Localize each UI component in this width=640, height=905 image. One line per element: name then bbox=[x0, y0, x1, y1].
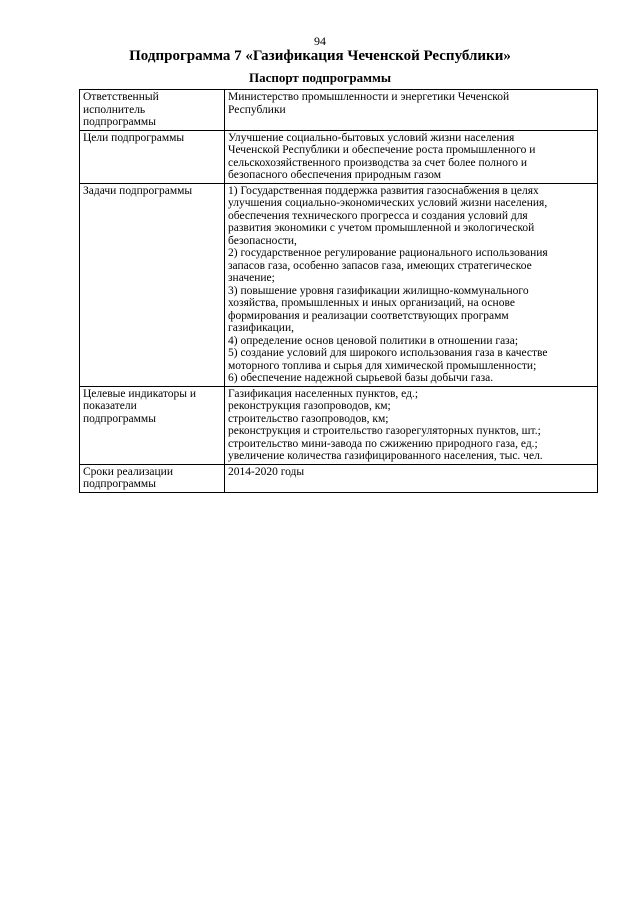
row-value-cell bbox=[225, 90, 598, 131]
passport-table-body bbox=[80, 90, 598, 493]
row-value-line: запасов газа, особенно запасов газа, имеющих стратегическое bbox=[228, 259, 532, 272]
row-label-cell bbox=[80, 464, 225, 492]
row-value-line: развития экономики с учетом промышленной и экологической bbox=[228, 222, 535, 234]
row-label-line: Ответственный bbox=[83, 91, 159, 103]
row-value-line: моторного топлива и сырья для химической промышленности; bbox=[228, 359, 537, 372]
row-value-line: газификации, bbox=[228, 322, 294, 334]
row-value-line: увеличение количества газифицированного населения, тыс. чел. bbox=[228, 450, 543, 462]
row-label-line: Задачи подпрограммы bbox=[83, 184, 193, 197]
row-label-line: исполнитель bbox=[83, 103, 146, 116]
row-value-line: 1) Государственная поддержка развития газоснабжения в целях bbox=[228, 184, 539, 197]
row-value-line: безопасности, bbox=[228, 234, 297, 247]
row-label-cell bbox=[80, 90, 225, 131]
row-value-line: строительство газопроводов, км; bbox=[228, 412, 389, 425]
row-value-line: реконструкция газопроводов, км; bbox=[228, 400, 391, 412]
passport-table bbox=[79, 89, 598, 493]
row-value-line: безопасного обеспечения природным газом bbox=[228, 169, 441, 181]
table-row bbox=[80, 183, 598, 386]
row-label-line: Сроки реализации bbox=[83, 465, 173, 478]
row-value-line: формирования и реализации соответствующих программ bbox=[228, 309, 509, 322]
row-value-line: Чеченской Республики и обеспечение роста промышленного и bbox=[228, 144, 536, 156]
row-value-line: улучшения социально-экономических условий жизни населения, bbox=[228, 197, 548, 209]
row-value-line: хозяйства, промышленных и иных организаций, на основе bbox=[228, 297, 515, 309]
row-value-line: сельскохозяйственного производства за счет более полного и bbox=[228, 156, 528, 169]
row-value-line: строительство мини-завода по сжижению природного газа, ед.; bbox=[228, 437, 538, 450]
row-label-cell bbox=[80, 130, 225, 183]
row-label-line: Цели подпрограммы bbox=[83, 131, 185, 144]
row-label-line: подпрограммы bbox=[83, 116, 156, 128]
row-value-cell bbox=[225, 386, 598, 464]
row-value-cell bbox=[225, 130, 598, 183]
row-value-line: 5) создание условий для широкого использования газа в качестве bbox=[228, 347, 548, 359]
row-value-line: Республики bbox=[228, 103, 286, 116]
row-value-line: обеспечения технического прогресса и создания условий для bbox=[228, 209, 528, 222]
row-label-line: подпрограммы bbox=[83, 412, 156, 425]
page-subtitle: Паспорт подпрограммы bbox=[249, 70, 391, 85]
row-value-cell bbox=[225, 183, 598, 386]
row-label-line: подпрограммы bbox=[83, 478, 156, 490]
row-label-line: Целевые индикаторы и bbox=[83, 387, 197, 400]
row-value-line: Улучшение социально-бытовых условий жизни населения bbox=[228, 131, 515, 144]
row-value-line: 4) определение основ ценовой политики в отношении газа; bbox=[228, 334, 519, 347]
table-row bbox=[80, 386, 598, 464]
row-value-line: 3) повышение уровня газификации жилищно-коммунального bbox=[228, 284, 529, 297]
row-value-line: значение; bbox=[228, 272, 275, 284]
row-value-line: реконструкция и строительство газорегуляторных пунктов, шт.; bbox=[228, 425, 541, 437]
row-value-line: Газификация населенных пунктов, ед.; bbox=[228, 387, 419, 400]
row-label-cell bbox=[80, 183, 225, 386]
row-value-line: Министерство промышленности и энергетики Чеченской bbox=[228, 91, 510, 103]
page-number: 94 bbox=[314, 34, 326, 48]
row-value-line: 2014-2020 годы bbox=[228, 465, 305, 478]
row-label-cell bbox=[80, 386, 225, 464]
page-title: Подпрограмма 7 «Газификация Чеченской Республики» bbox=[129, 48, 511, 64]
table-row bbox=[80, 130, 598, 183]
row-value-line: 6) обеспечение надежной сырьевой базы добычи газа. bbox=[228, 372, 494, 384]
row-value-line: 2) государственное регулирование рационального использования bbox=[228, 247, 548, 259]
table-row bbox=[80, 90, 598, 131]
table-row bbox=[80, 464, 598, 492]
row-value-cell bbox=[225, 464, 598, 492]
row-label-line: показатели bbox=[83, 400, 137, 412]
